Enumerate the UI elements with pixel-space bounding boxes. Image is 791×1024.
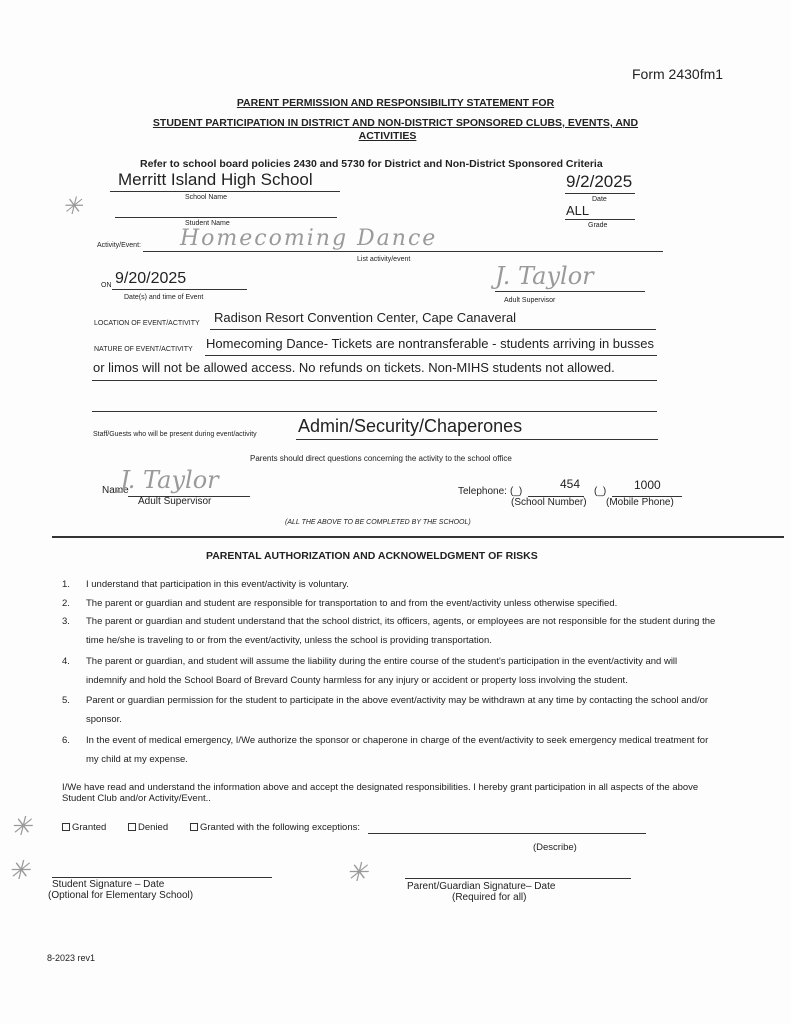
area-code-blank: (_)	[510, 486, 523, 497]
completed-note: (ALL THE ABOVE TO BE COMPLETED BY THE SCHOOL)	[285, 519, 471, 526]
mobile-label: (Mobile Phone)	[606, 497, 674, 508]
telephone-label: Telephone:	[458, 486, 507, 497]
name-label: Name	[102, 485, 129, 496]
activity-value[interactable]: Homecoming Dance	[180, 226, 438, 251]
denied-checkbox[interactable]: Denied	[128, 822, 168, 833]
list-item: 6. In the event of medical emergency, I/We authorize the sponsor or chaperone in charge of the event/activity to seek emergency medical treatment for my child at my expense.	[62, 735, 709, 765]
student-signature-sub: (Optional for Elementary School)	[48, 890, 194, 901]
student-name-label: Student Name	[185, 220, 230, 227]
mobile-number-value[interactable]: 1000	[634, 478, 661, 492]
list-item: 2. The parent or guardian and student are responsible for transportation to and from the event/activity unless otherwise specified.	[62, 598, 618, 609]
parents-note: Parents should direct questions concerning the activity to the school office	[250, 454, 512, 463]
grade-label: Grade	[588, 222, 608, 229]
name-sub-label: Adult Supervisor	[138, 496, 212, 507]
list-item: 5. Parent or guardian permission for the student to participate in the above event/activity may be withdrawn at any time by contacting the school and/or sponsor.	[62, 695, 709, 725]
staff-label: Staff/Guests who will be present during event/activity	[93, 431, 257, 438]
supervisor-label: Adult Supervisor	[504, 297, 556, 304]
checkbox-icon	[190, 823, 198, 831]
section-2-title: PARENTAL AUTHORIZATION AND ACKNOWELDGMENT OF RISKS	[206, 550, 538, 562]
list-item: 4. The parent or guardian, and student will assume the liability during the entire course of the student's participation in the event/activity and will indemnify and hold the School Board of Brevard County harmless for any injury or accident or property loss involving the student.	[62, 656, 678, 686]
event-date-label: Date(s) and time of Event	[124, 294, 204, 301]
initial-mark-icon: ✳	[346, 858, 368, 888]
location-label: LOCATION OF EVENT/ACTIVITY	[94, 320, 200, 327]
date-value[interactable]: 9/2/2025	[566, 172, 633, 191]
supervisor-signature: J. Taylor	[495, 262, 594, 290]
student-signature-label: Student Signature – Date	[52, 879, 165, 890]
grade-value[interactable]: ALL	[566, 203, 590, 218]
granted-checkbox[interactable]: Granted	[62, 822, 106, 833]
initial-mark-icon: ✳	[10, 812, 32, 842]
name-signature: J. Taylor	[120, 466, 219, 494]
activity-sub-label: List activity/event	[357, 256, 411, 263]
checkbox-icon	[62, 823, 70, 831]
event-date-value[interactable]: 9/20/2025	[115, 270, 187, 287]
on-label: ON	[101, 282, 112, 289]
location-value[interactable]: Radison Resort Convention Center, Cape Canaveral	[214, 310, 517, 325]
title-line-1: PARENT PERMISSION AND RESPONSIBILITY STATEMENT FOR	[236, 97, 555, 109]
activity-label: Activity/Event:	[97, 242, 141, 249]
school-name-value[interactable]: Merritt Island High School	[118, 170, 313, 189]
list-item: 1. I understand that participation in this event/activity is voluntary.	[62, 579, 349, 590]
acceptance-statement: I/We have read and understand the information above and accept the designated responsibilities. I hereby grant participation in all aspects of the above Student Club and/or Activity/Event..	[62, 782, 699, 804]
nature-line-2[interactable]: or limos will not be allowed access. No refunds on tickets. Non-MIHS students not allowed.	[93, 360, 615, 375]
nature-line-1[interactable]: Homecoming Dance- Tickets are nontransferable - students arriving in busses	[206, 336, 654, 351]
nature-label: NATURE OF EVENT/ACTIVITY	[94, 346, 193, 353]
form-number: Form 2430fm1	[632, 66, 724, 82]
revision-label: 8-2023 rev1	[47, 953, 96, 963]
parent-signature-sub: (Required for all)	[452, 892, 527, 903]
initial-mark-icon: ✳	[62, 192, 83, 220]
policy-note: Refer to school board policies 2430 and 5730 for District and Non-District Sponsored Criteria	[140, 158, 603, 170]
exceptions-checkbox[interactable]: Granted with the following exceptions:	[190, 822, 360, 833]
date-label: Date	[592, 196, 607, 203]
parent-signature-label: Parent/Guardian Signature– Date	[407, 881, 556, 892]
list-item: 3. The parent or guardian and student understand that the school district, its officers, agents, or employees are not responsible for the student during the time he/she is traveling to or from the event/activity, unless the school is providing transportation.	[62, 616, 716, 646]
school-number-value[interactable]: 454	[560, 477, 581, 491]
initial-mark-icon: ✳	[8, 856, 30, 886]
school-name-label: School Name	[185, 194, 228, 201]
describe-label: (Describe)	[533, 842, 577, 853]
staff-value[interactable]: Admin/Security/Chaperones	[298, 416, 523, 436]
checkbox-icon	[128, 823, 136, 831]
title-line-3: ACTIVITIES	[358, 130, 417, 142]
area-code-blank-2: (_)	[594, 486, 607, 497]
title-line-2: STUDENT PARTICIPATION IN DISTRICT AND NON-DISTRICT SPONSORED CLUBS, EVENTS, AND	[152, 117, 639, 129]
school-number-label: (School Number)	[511, 497, 587, 508]
